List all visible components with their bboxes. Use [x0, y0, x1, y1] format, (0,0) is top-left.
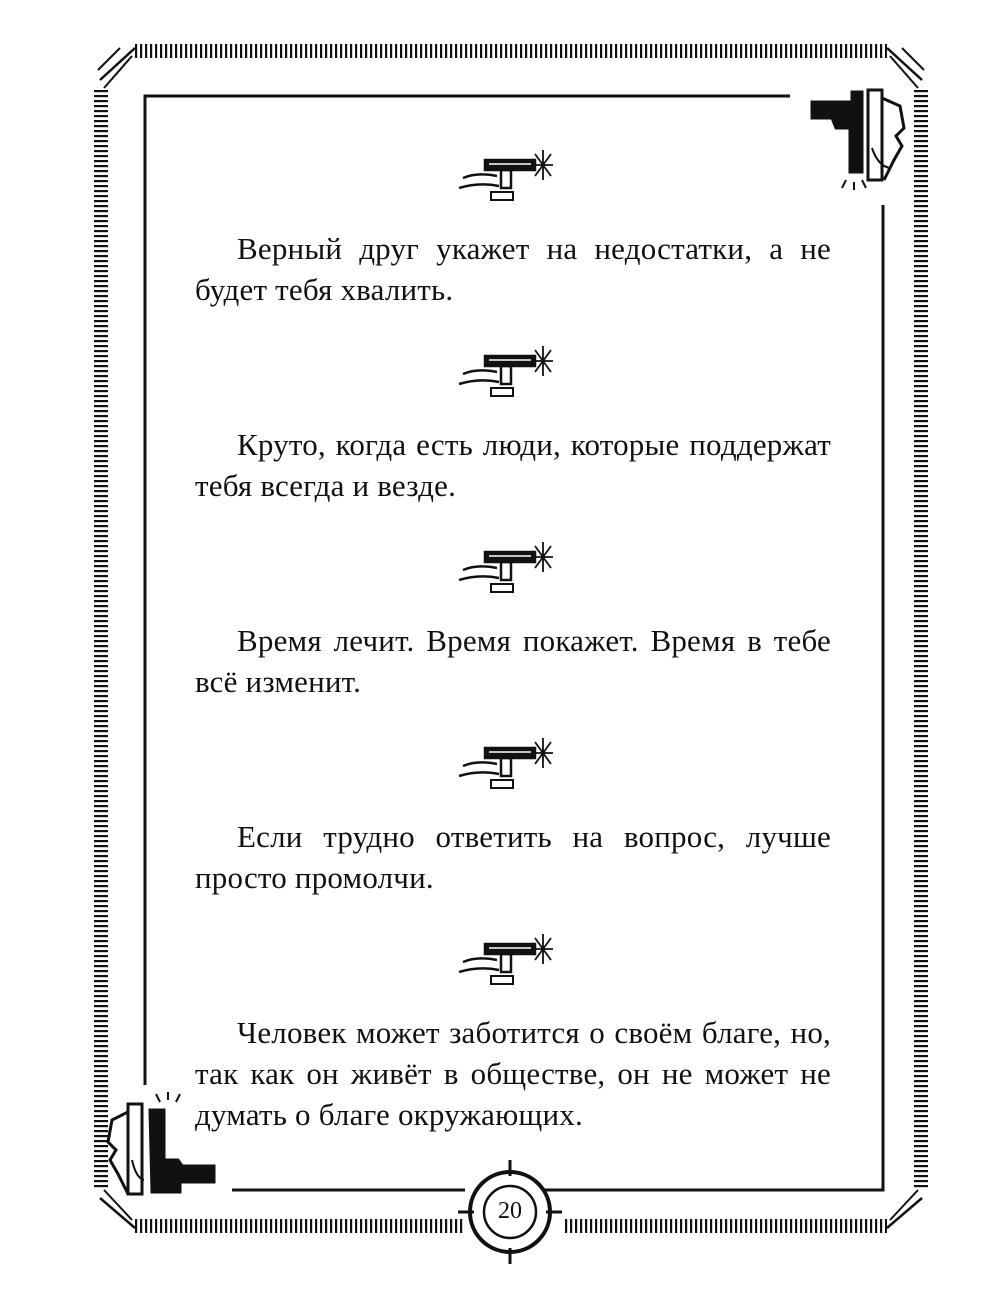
- quote-text: Круто, когда есть люди, которые поддержат тебя всегда и везде.: [195, 427, 831, 503]
- quote-text: Верный друг укажет на недостатки, а не будет тебя хвалить.: [195, 231, 831, 307]
- quote-text: Время лечит. Время покажет. Время в тебе всё изменит.: [195, 623, 831, 699]
- gun-ornament-icon: [453, 336, 573, 406]
- gun-ornament-icon: [453, 532, 573, 602]
- quote-text: Если трудно ответить на вопрос, лучше просто промолчи.: [195, 819, 831, 895]
- gun-ornament-icon: [453, 140, 573, 210]
- gun-ornament-icon: [453, 728, 573, 798]
- gun-ornament-icon: [453, 924, 573, 994]
- quotes-column: [195, 140, 831, 1161]
- quote-text: Человек может заботится о своём благе, но, так как он живёт в обществе, он не может не думать о благе окружающих.: [195, 1015, 831, 1132]
- page-number: 20: [498, 1198, 522, 1224]
